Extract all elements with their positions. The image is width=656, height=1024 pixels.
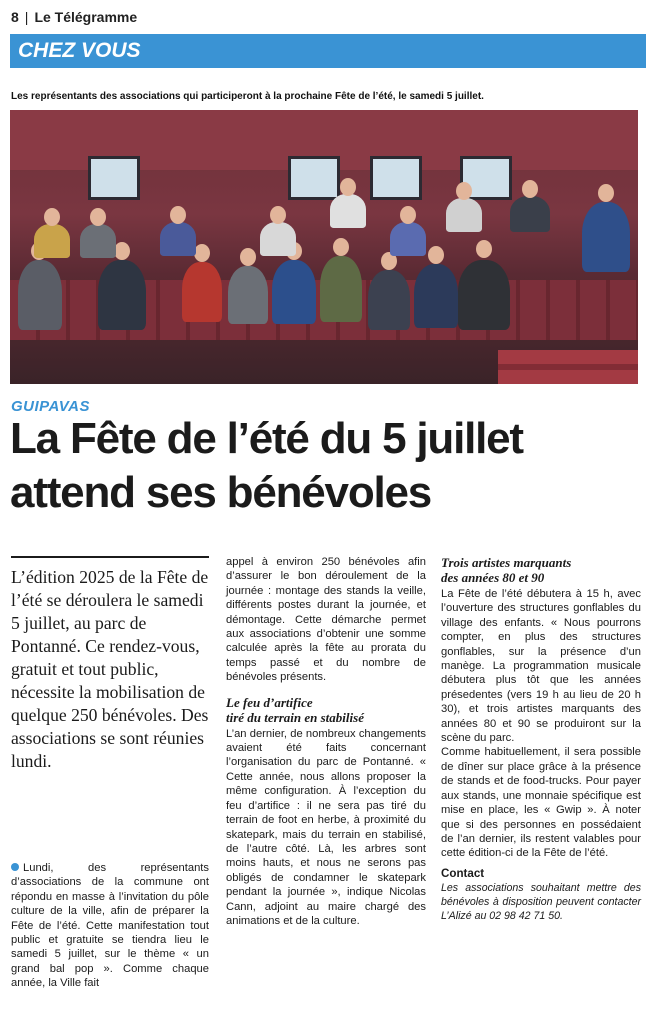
photo-person xyxy=(228,266,268,324)
photo-person xyxy=(160,222,196,256)
photo-person xyxy=(330,194,366,228)
photo-head xyxy=(270,206,286,224)
photo-person xyxy=(272,260,316,324)
article-kicker: GUIPAVAS xyxy=(11,398,91,415)
contact-heading: Contact xyxy=(441,866,485,880)
article-column-2 xyxy=(226,555,426,928)
photo-person xyxy=(182,262,222,322)
photo-head xyxy=(476,240,492,258)
photo-head xyxy=(194,244,210,262)
subheading-artists-line-2: des années 80 et 90 xyxy=(441,570,545,585)
headline-line-2: attend ses bénévoles xyxy=(10,468,432,517)
photo-window xyxy=(288,156,340,200)
photo-head xyxy=(240,248,256,266)
photo-steps xyxy=(498,350,638,384)
contact-body: Les associations souhaitant mettre des bénévoles à disposition peuvent contacter L’Alizé au 02 98 42 71 50. xyxy=(441,882,641,923)
article-column-3 xyxy=(441,555,641,923)
photo-head xyxy=(44,208,60,226)
headline-line-1: La Fête de l’été du 5 juillet xyxy=(10,414,523,463)
article-column-1 xyxy=(11,861,209,991)
article-headline xyxy=(10,412,650,520)
lead-rule xyxy=(11,556,209,558)
photo-person xyxy=(446,198,482,232)
header-separator: | xyxy=(24,9,29,25)
page-number: 8 xyxy=(11,9,19,25)
photo-person xyxy=(320,256,362,322)
subheading-fireworks-line-1: Le feu d’artifice xyxy=(226,694,313,710)
photo-head xyxy=(90,208,106,226)
photo-person xyxy=(390,222,426,256)
column-3-paragraph-1: La Fête de l’été débutera à 15 h, avec l’ouverture des structures gonflables du village des enfants. « Nous pourrons compter, en plus des structures gonflables, sur la présence d’un manège. La programmation musicale débutera plus tôt que les années présedentes (vers 19 h au lieu de 20 h 30), et trois artistes marquants des années 80 et 90 se produiront sur la scène du parc. xyxy=(441,588,641,745)
photo-person xyxy=(414,264,458,328)
photo-head xyxy=(333,238,349,256)
subheading-artists-line-1: Trois artistes marquants xyxy=(441,555,572,570)
column-2-paragraph-2: L’an dernier, de nombreux changements avaient été faits concernant l’organisation du parc de Pontanné. « Cette année, nous allons proposer la même configuration. À l’exception du feu d’artifice : il ne sera pas tiré du terrain de foot en herbe, à proximité du skatepark, mais du terrain en stabilisé, de l’autre côté. Là, les arbres sont moins hauts, et nous ne serons pas obligés de condamner le skatepark pendant la journée », indique Nicolas Cann, adjoint au maire chargé des animations et de la culture. xyxy=(226,727,426,927)
column-3-paragraph-2: Comme habituellement, il sera possible de dîner sur place grâce à la présence de stands et de food-trucks. Pour payer aux stands, une monnaie spécifique est mise en place, les « Gwip ». À noter que si des personnes en possédaient de l’an dernier, ils restent valables pour cette édition-ci de la Fête de l’été. xyxy=(441,746,641,860)
photo-head xyxy=(114,242,130,260)
page-header xyxy=(11,9,137,25)
photo-head xyxy=(340,178,356,196)
photo-person xyxy=(98,260,146,330)
photo-person xyxy=(458,260,510,330)
photo-head xyxy=(456,182,472,200)
photo-person xyxy=(510,196,550,232)
photo-person xyxy=(18,260,62,330)
photo-head xyxy=(598,184,614,202)
bullet-dot-icon xyxy=(11,863,19,871)
photo-head xyxy=(522,180,538,198)
section-banner: CHEZ VOUS xyxy=(10,34,646,68)
subheading-artists xyxy=(441,555,641,585)
column-1-text: Lundi, des représentants d’associations de la commune ont répondu en masse à l’invitation du pôle culture de la ville, afin de préparer la Fête de l’été. Cette manifestation tout public et gratuite se tiendra lieu le samedi 5 juillet, sur le thème « un grand bal pop ». Comme chaque année, la Ville fait xyxy=(11,862,209,990)
subheading-fireworks-line-2: tiré du terrain en stabilisé xyxy=(226,709,364,725)
photo-window xyxy=(88,156,140,200)
photo-person xyxy=(368,270,410,330)
publication-name: Le Télégramme xyxy=(34,9,138,25)
photo-window xyxy=(370,156,422,200)
photo-person xyxy=(582,202,630,272)
group-photo xyxy=(10,110,638,384)
photo-person xyxy=(260,222,296,256)
photo-caption: Les représentants des associations qui participeront à la prochaine Fête de l’été, le samedi 5 juillet. xyxy=(11,91,484,102)
photo-head xyxy=(170,206,186,224)
article-lead: L’édition 2025 de la Fête de l’été se déroulera le samedi 5 juillet, au parc de Pontanné. Ce rendez-vous, gratuit et tout public, nécessite la mobilisation de quelque 250 bénévoles. Des associations se sont réunies lundi. xyxy=(11,567,209,771)
photo-head xyxy=(400,206,416,224)
subheading-fireworks xyxy=(226,695,426,725)
photo-person xyxy=(34,224,70,258)
column-2-paragraph-1: appel à environ 250 bénévoles afin d’assurer le bon déroulement de la journée : montage des stands la veille, différents postes durant la journée, et démontage. Cette démarche permet aux associations d’obtenir une somme calculée après la fête au prorata du temps passé et du nombre de bénévoles présents. xyxy=(226,556,426,684)
photo-head xyxy=(428,246,444,264)
photo-person xyxy=(80,224,116,258)
